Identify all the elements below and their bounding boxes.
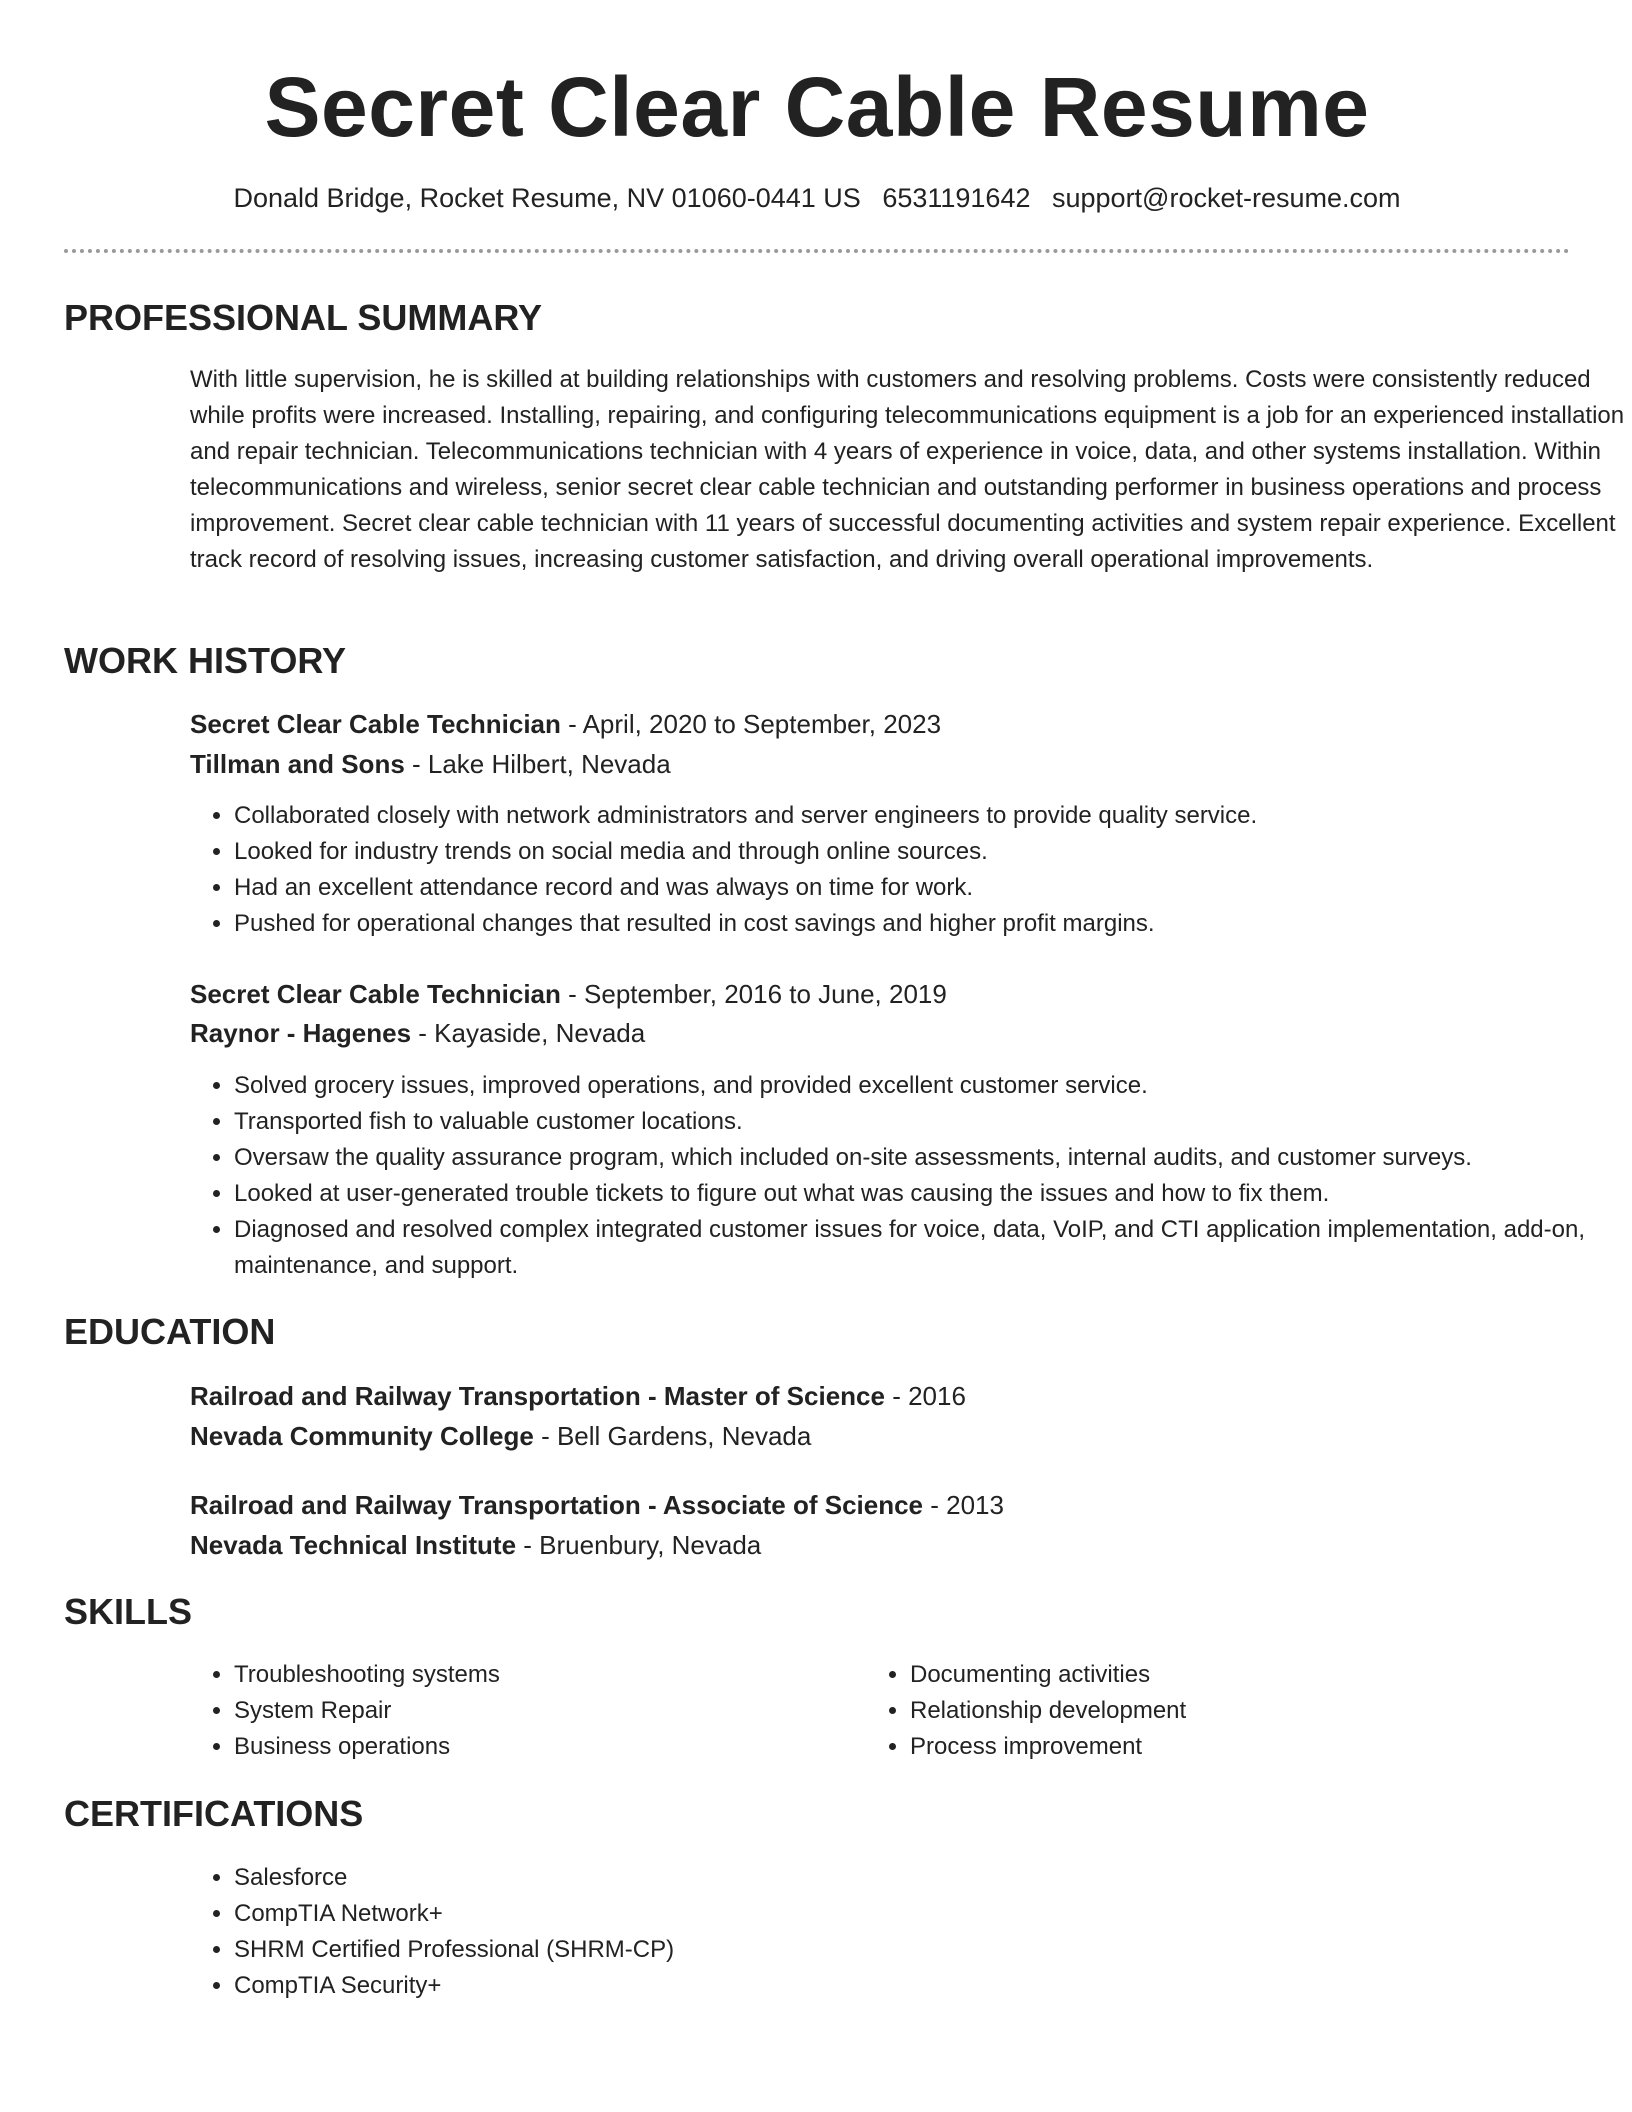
job-bullet: • Diagnosed and resolved complex integrated customer issues for voice, data, VoIP, and CTI application implementation, add-on, maintenance, and support. <box>234 1212 1632 1284</box>
education-location: - Bruenbury, Nevada <box>516 1530 762 1560</box>
job-title-line <box>190 976 947 1012</box>
education-degree: Railroad and Railway Transportation - Associate of Science <box>190 1490 924 1520</box>
resume-title: Secret Clear Cable Resume <box>264 60 1370 154</box>
certifications-list <box>190 1860 1632 2004</box>
education-year: - 2013 <box>923 1490 1004 1520</box>
job-bullet: • Transported fish to valuable customer locations. <box>234 1104 1632 1140</box>
education-school: Nevada Community College <box>190 1421 534 1451</box>
education-degree-line <box>190 1487 1004 1523</box>
skill-item: • Process improvement <box>910 1729 1510 1765</box>
skills-list-left <box>190 1657 834 1765</box>
contact-email: support@rocket-resume.com <box>1052 183 1401 213</box>
education-school: Nevada Technical Institute <box>190 1530 517 1560</box>
education-school-line <box>190 1527 761 1563</box>
job-title: Secret Clear Cable Technician <box>190 979 561 1009</box>
job-location: - Kayaside, Nevada <box>411 1018 646 1048</box>
job-location: - Lake Hilbert, Nevada <box>404 749 671 779</box>
skill-item: • Relationship development <box>910 1693 1510 1729</box>
job-dates: - April, 2020 to September, 2023 <box>560 709 942 739</box>
education-location: - Bell Gardens, Nevada <box>533 1421 812 1451</box>
job-bullets <box>190 798 1632 942</box>
education-year: - 2016 <box>884 1381 966 1411</box>
certifications-heading: CERTIFICATIONS <box>64 1793 364 1834</box>
job-bullet: • Solved grocery issues, improved operations, and provided excellent customer service. <box>234 1068 1632 1104</box>
job-bullet: • Looked at user-generated trouble tickets to figure out what was causing the issues and how to fix them. <box>234 1176 1632 1212</box>
contact-phone: 6531191642 <box>882 183 1031 213</box>
certification-item: • CompTIA Security+ <box>234 1968 1632 2004</box>
skills-heading: SKILLS <box>64 1591 193 1632</box>
job-title-line <box>190 706 941 742</box>
skill-item: • Documenting activities <box>910 1657 1510 1693</box>
job-title: Secret Clear Cable Technician <box>190 709 561 739</box>
job-bullets <box>190 1068 1632 1284</box>
job-company-line <box>190 746 671 782</box>
job-company: Raynor - Hagenes <box>190 1018 412 1048</box>
job-company-line <box>190 1015 645 1051</box>
education-heading: EDUCATION <box>64 1311 276 1352</box>
job-company: Tillman and Sons <box>190 749 405 779</box>
education-degree-line <box>190 1378 966 1414</box>
summary-heading: PROFESSIONAL SUMMARY <box>64 297 543 338</box>
job-bullet: • Oversaw the quality assurance program, which included on-site assessments, internal audits, and customer surveys. <box>234 1140 1632 1176</box>
job-bullet: • Collaborated closely with network administrators and server engineers to provide quality service. <box>234 798 1632 834</box>
certification-item: • SHRM Certified Professional (SHRM-CP) <box>234 1932 1632 1968</box>
certification-item: • Salesforce <box>234 1860 1632 1896</box>
work-heading: WORK HISTORY <box>64 640 347 681</box>
job-bullet: • Pushed for operational changes that resulted in cost savings and higher profit margins. <box>234 906 1632 942</box>
job-bullet: • Had an excellent attendance record and was always on time for work. <box>234 870 1632 906</box>
job-bullet: • Looked for industry trends on social media and through online sources. <box>234 834 1632 870</box>
skills-list-right <box>866 1657 1510 1765</box>
skill-item: • Troubleshooting systems <box>234 1657 834 1693</box>
education-school-line <box>190 1418 811 1454</box>
skill-item: • Business operations <box>234 1729 834 1765</box>
contact-address: Donald Bridge, Rocket Resume, NV 01060-0441 US <box>233 183 861 213</box>
certification-item: • CompTIA Network+ <box>234 1896 1632 1932</box>
summary-text: With little supervision, he is skilled at building relationships with customers and resolving problems. Costs were consistently reduced while profits were increased. Installing, repairing, and configuring telecommunications equipment is a job for an experienced installation and repair technician. Telecommunications technician with 4 years of experience in voice, data, and other systems installation. Within telecommunications and wireless, senior secret clear cable technician and outstanding performer in business operations and process improvement. Secret clear cable technician with 11 years of successful documenting activities and system repair experience. Excellent track record of resolving issues, increasing customer satisfaction, and driving overall operational improvements. <box>190 366 1625 573</box>
job-dates: - September, 2016 to June, 2019 <box>560 979 947 1009</box>
header-divider <box>64 249 1570 253</box>
education-degree: Railroad and Railway Transportation - Master of Science <box>190 1381 885 1411</box>
contact-line <box>64 180 1570 216</box>
skill-item: • System Repair <box>234 1693 834 1729</box>
